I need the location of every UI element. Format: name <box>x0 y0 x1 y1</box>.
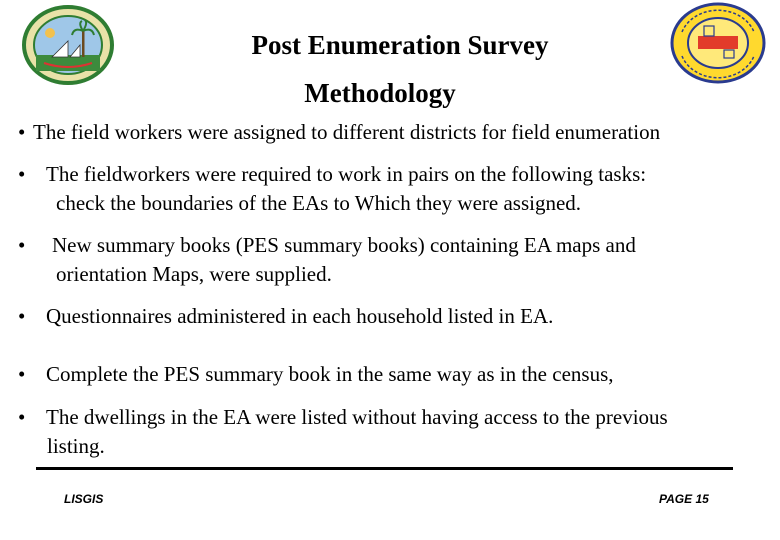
bullet-item <box>18 231 636 289</box>
bullet-dot-icon: • <box>18 405 26 429</box>
bullet-text: The fieldworkers were required to work in pairs on the following tasks: <box>46 162 647 186</box>
bullet-text: The field workers were assigned to different districts for field enumeration <box>33 120 661 144</box>
page-title-line-2: Methodology <box>304 78 456 108</box>
bullet-text: Questionnaires administered in each household listed in EA. <box>46 304 554 328</box>
bullet-text-continuation: check the boundaries of the EAs to Which they were assigned. <box>56 191 582 215</box>
page-title-line-1: Post Enumeration Survey <box>251 30 549 60</box>
footer-org: LISGIS <box>64 492 104 506</box>
bullet-dot-icon: • <box>18 362 26 386</box>
footer-divider <box>36 467 733 470</box>
bullet-text-continuation: listing. <box>47 434 105 458</box>
bullet-dot-icon: • <box>18 233 26 257</box>
bullet-item <box>18 403 668 461</box>
bullet-item <box>18 302 553 331</box>
bullet-item <box>18 118 660 147</box>
bullet-item <box>18 160 646 218</box>
bullet-dot-icon: • <box>18 304 26 328</box>
bullet-item <box>18 360 614 389</box>
bullet-text-continuation: orientation Maps, were supplied. <box>56 262 332 286</box>
bullet-dot-icon: • <box>18 162 26 186</box>
bullet-dot-icon: • <box>18 120 26 144</box>
page-number: PAGE 15 <box>659 492 709 506</box>
bullet-text: New summary books (PES summary books) containing EA maps and <box>52 233 636 257</box>
bullet-text: The dwellings in the EA were listed without having access to the previous <box>46 405 668 429</box>
bullet-text: Complete the PES summary book in the same way as in the census, <box>46 362 614 386</box>
